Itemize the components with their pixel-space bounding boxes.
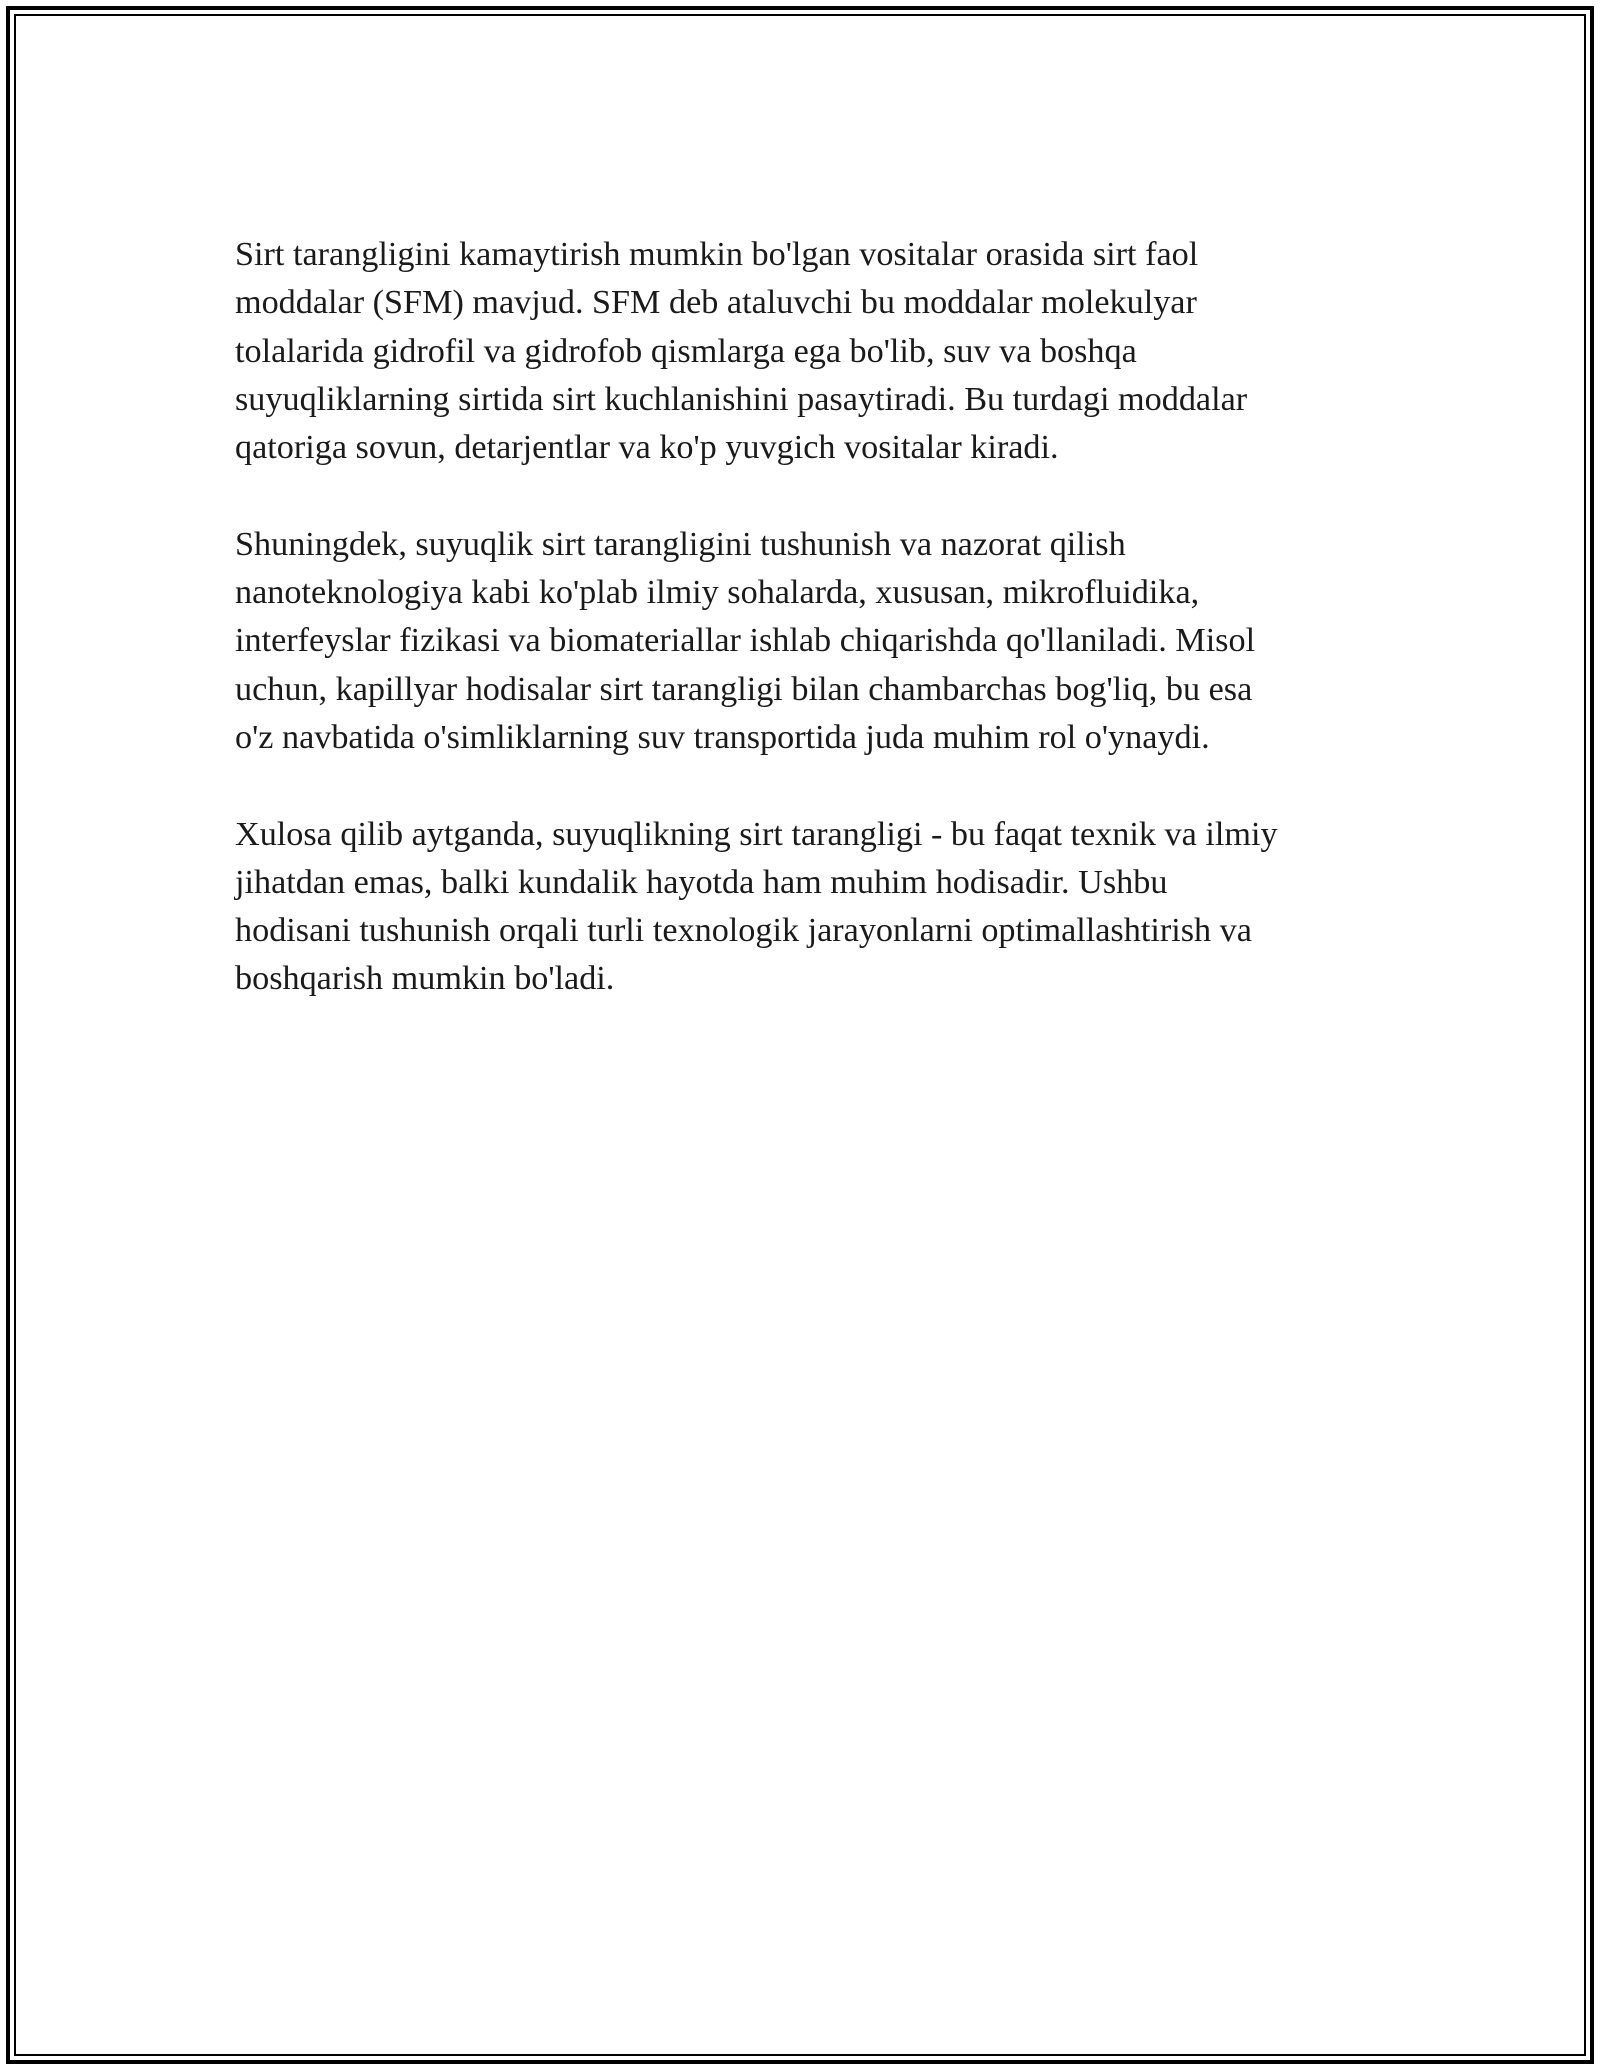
paragraph-conclusion: Xulosa qilib aytganda, suyuqlikning sirt tarangligi - bu faqat texnik va ilmiy jihatdan emas, balki kundalik hayotda ham muhim hodisadir. Ushbu hodisani tushunish orqali turli texnologik jarayonlarni optimallashtirish va boshqarish mumkin bo'ladi. [235,815,1278,998]
paragraph-surfactants: Sirt tarangligini kamaytirish mumkin bo'lgan vositalar orasida sirt faol moddalar (SFM) mavjud. SFM deb ataluvchi bu moddalar molekulyar tolalarida gidrofil va gidrofob qismlarga ega bo'lib, suv va boshqa suyuqliklarning sirtida sirt kuchlanishini pasaytiradi. Bu turdagi moddalar qatoriga sovun, detarjentlar va ko'p yuvgich vositalar kiradi. [235,236,1248,467]
paragraph-applications: Shuningdek, suyuqlik sirt tarangligini tushunish va nazorat qilish nanoteknologiya kabi ko'plab ilmiy sohalarda, xususan, mikrofluidika, interfeyslar fizikasi va biomateriallar ishlab chiqarishda qo'llaniladi. Misol uchun, kapillyar hodisalar sirt tarangligi bilan chambarchas bog'liq, bu esa o'z navbatida o'simliklarning suv transportida juda muhim rol o'ynaydi. [235,525,1256,756]
document-body [235,231,1375,1052]
